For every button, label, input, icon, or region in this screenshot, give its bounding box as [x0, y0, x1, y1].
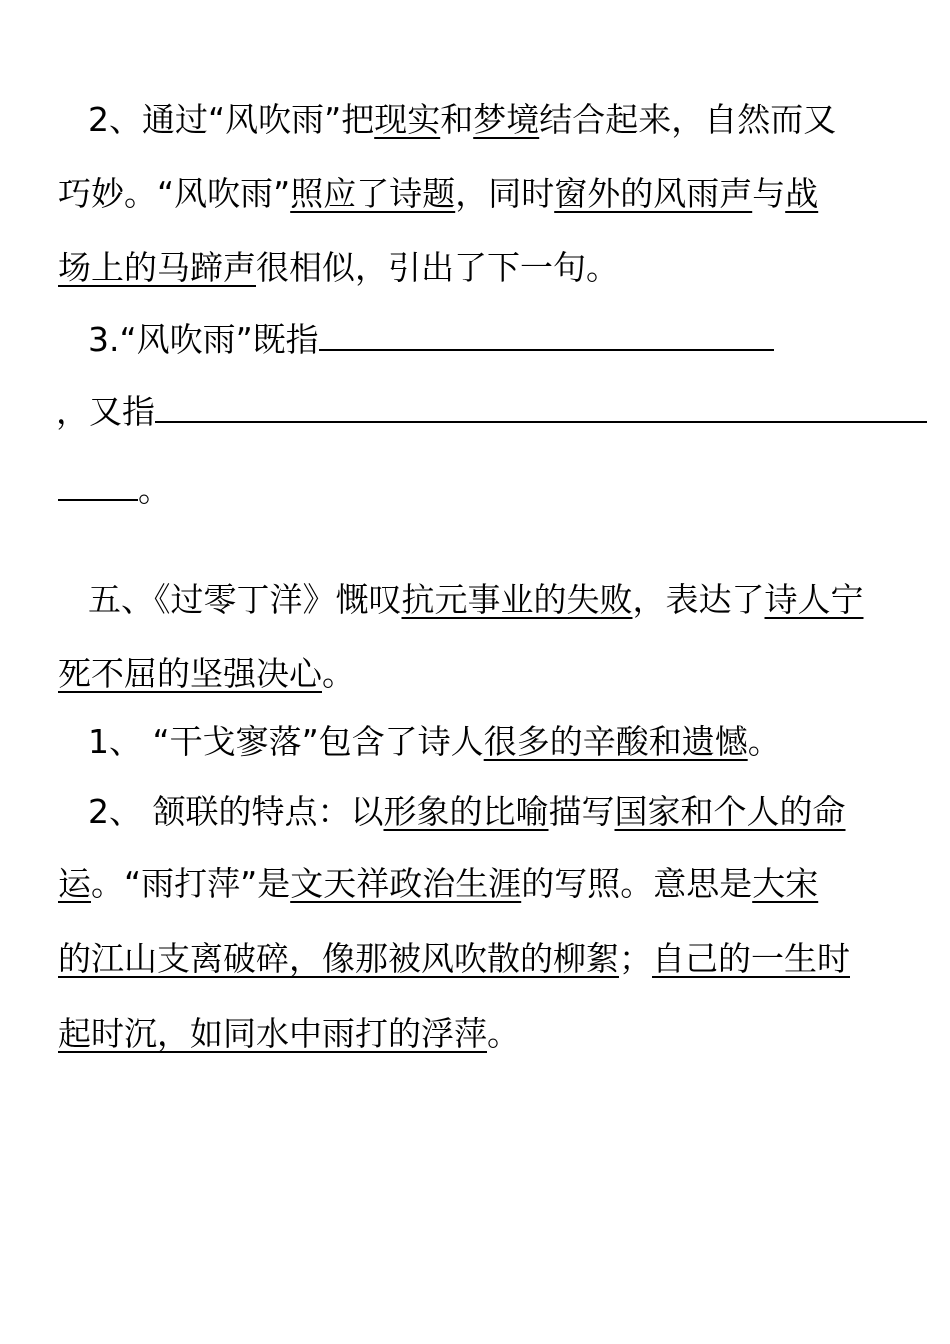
text: 2、通过“风吹雨”把 [88, 100, 375, 139]
answer-underline: 运 [58, 864, 91, 903]
text: ，表达了 [632, 580, 765, 619]
section5-line1 [58, 578, 920, 622]
text: 3.“风吹雨”既指 [88, 320, 319, 359]
answer-underline: 文天祥政治生涯 [290, 864, 522, 903]
answer-underline: 死不屈的坚强决心 [58, 654, 322, 693]
text: 。 [322, 654, 355, 693]
item2-line3 [58, 246, 920, 290]
section5-item2-line3 [58, 937, 920, 981]
text: 巧妙。“风吹雨” [58, 174, 291, 213]
fill-in-blank[interactable] [155, 393, 927, 423]
answer-underline: 诗人宁 [764, 580, 864, 619]
text: ，又指 [56, 392, 155, 431]
text: 和 [440, 100, 474, 139]
section5-item2-line2 [58, 862, 920, 906]
text: 。 [138, 470, 171, 509]
text: 结合起来，自然而又 [539, 100, 837, 139]
answer-underline: 梦境 [473, 100, 540, 139]
text: ； [619, 939, 652, 978]
answer-underline: 很多的辛酸和遗憾 [483, 722, 748, 761]
item3-line2 [56, 390, 920, 434]
text: 。“雨打萍”是 [91, 864, 291, 903]
answer-underline: 抗元事业的失败 [401, 580, 633, 619]
text: 的写照。意思是 [521, 864, 753, 903]
answer-underline: 场上的马蹄声 [58, 248, 256, 287]
fill-in-blank[interactable] [319, 321, 774, 351]
answer-underline: 大宋 [752, 864, 819, 903]
answer-underline: 窗外的风雨声 [554, 174, 753, 213]
answer-underline: 自己的一生时 [652, 939, 850, 978]
answer-underline: 照应了诗题 [290, 174, 456, 213]
text: 1、 “干戈寥落”包含了诗人 [88, 722, 484, 761]
text: ，同时 [455, 174, 555, 213]
text: 。 [747, 722, 781, 761]
text: 。 [487, 1014, 520, 1053]
item3-line3 [58, 468, 920, 512]
section5-item2-line4 [58, 1012, 920, 1056]
section5-item2-line1 [58, 790, 920, 834]
section5-line2 [58, 652, 920, 696]
answer-underline: 的江山支离破碎，像那被风吹散的柳絮 [58, 939, 619, 978]
answer-underline: 形象的比喻 [383, 792, 549, 831]
fill-in-blank[interactable] [58, 471, 138, 501]
item2-line2 [58, 172, 920, 216]
text: 五、《过零丁洋》慨叹 [88, 580, 402, 619]
item2-line1 [58, 98, 920, 142]
section5-item1 [58, 720, 920, 764]
text: 与 [752, 174, 786, 213]
answer-underline: 现实 [374, 100, 441, 139]
text: 2、 颔联的特点：以 [88, 792, 384, 831]
answer-underline: 战 [785, 174, 819, 213]
answer-underline: 起时沉，如同水中雨打的浮萍 [58, 1014, 487, 1053]
item3-line1 [58, 318, 920, 362]
text: 描写 [548, 792, 615, 831]
answer-underline: 国家和个人的命 [614, 792, 846, 831]
text: 很相似，引出了下一句。 [256, 248, 619, 287]
